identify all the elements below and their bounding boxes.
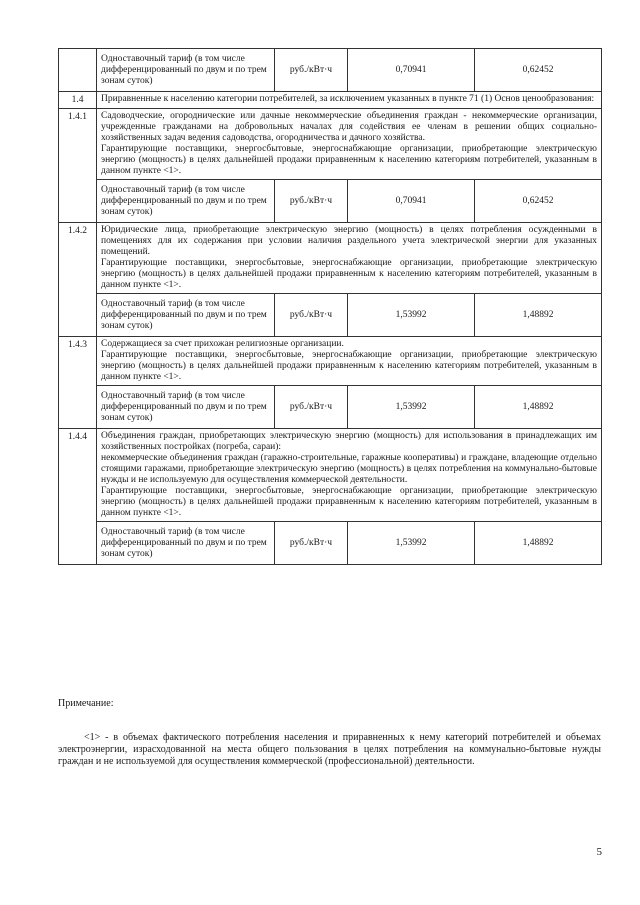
note-text: <1> - в объемах фактического потребления населения и приравненных к нему категорий потребителей и объемах электроэнергии, израсходованной на места общего пользования в целях потребления на коммунально-бытовые нужды граждан и не используемой для осуществления коммерческой (профессиональной) деятельности. (58, 732, 601, 767)
table-row (59, 386, 602, 429)
rate-label: Одноставочный тариф (в том числе дифференцированный по двум и по трем зонам суток) (97, 294, 275, 337)
rate-label: Одноставочный тариф (в том числе дифференцированный по двум и по трем зонам суток) (97, 386, 275, 429)
value-cell: 1,53992 (348, 386, 475, 429)
unit-cell: руб./кВт·ч (275, 49, 348, 92)
value-cell: 1,48892 (475, 294, 602, 337)
paragraph: Содержащиеся за счет прихожан религиозные организации. (101, 339, 344, 349)
tariff-table (58, 48, 602, 565)
table-row (59, 522, 602, 565)
section-number: 1.4.2 (59, 223, 97, 337)
paragraph: некоммерческие объединения граждан (гаражно-строительные, гаражные кооперативы) и граждане, владеющие отдельно стоящими гаражами, приобретающие электрическую энергию (мощность) в целях потребления на коммунально-бытовые нужды и не используемую для осуществления коммерческой деятельности. (101, 453, 597, 485)
section-description (97, 223, 602, 294)
rate-label: Одноставочный тариф (в том числе дифференцированный по двум и по трем зонам суток) (97, 49, 275, 92)
section-description (97, 337, 602, 386)
section-text: Приравненные к населению категории потребителей, за исключением указанных в пункте 71 (1) Основ ценообразования: (97, 92, 602, 109)
table-row (59, 49, 602, 92)
section-number: 1.4 (59, 92, 97, 109)
value-cell: 0,70941 (348, 180, 475, 223)
value-cell: 1,48892 (475, 522, 602, 565)
unit-cell: руб./кВт·ч (275, 522, 348, 565)
unit-cell: руб./кВт·ч (275, 180, 348, 223)
paragraph: Объединения граждан, приобретающих электрическую энергию (мощность) для использования в принадлежащих им хозяйственных постройках (погреба, сараи): (101, 431, 597, 452)
rate-label: Одноставочный тариф (в том числе дифференцированный по двум и по трем зонам суток) (97, 522, 275, 565)
section-number: 1.4.1 (59, 109, 97, 223)
paragraph: Гарантирующие поставщики, энергосбытовые, энергоснабжающие организации, приобретающие электрическую энергию (мощность) в целях дальнейшей продажи приравненным к населению категориям потребителей, указанным в данном пункте <1>. (101, 350, 597, 382)
footnote-section (58, 698, 601, 768)
table-row (59, 92, 602, 109)
value-cell: 1,48892 (475, 386, 602, 429)
unit-cell: руб./кВт·ч (275, 386, 348, 429)
value-cell: 0,70941 (348, 49, 475, 92)
section-number: 1.4.3 (59, 337, 97, 429)
paragraph: Юридические лица, приобретающие электрическую энергию (мощность) в целях потребления осужденными в помещениях для их содержания при условии наличия раздельного учета электрической энергии для указанных помещений. (101, 225, 597, 257)
table-row (59, 429, 602, 522)
section-number: 1.4.4 (59, 429, 97, 565)
num-cell (59, 49, 97, 92)
value-cell: 0,62452 (475, 49, 602, 92)
note-title: Примечание: (58, 698, 114, 709)
table-row (59, 180, 602, 223)
page-number: 5 (596, 846, 602, 858)
value-cell: 1,53992 (348, 294, 475, 337)
paragraph: Гарантирующие поставщики, энергосбытовые, энергоснабжающие организации, приобретающие электрическую энергию (мощность) в целях дальнейшей продажи приравненным к населению категориям потребителей, указанным в данном пункте <1>. (101, 486, 597, 518)
rate-label: Одноставочный тариф (в том числе дифференцированный по двум и по трем зонам суток) (97, 180, 275, 223)
table-row (59, 223, 602, 294)
paragraph: Садоводческие, огороднические или дачные некоммерческие объединения граждан - некоммерческие организации, учрежденные гражданами на добровольных началах для содействия ее членам в решении общих социально-хозяйственных задач ведения садоводства, огородничества и дачного хозяйства. (101, 111, 597, 143)
section-description (97, 429, 602, 522)
value-cell: 1,53992 (348, 522, 475, 565)
value-cell: 0,62452 (475, 180, 602, 223)
section-description (97, 109, 602, 180)
table-row (59, 109, 602, 180)
table-row (59, 294, 602, 337)
table-row (59, 337, 602, 386)
unit-cell: руб./кВт·ч (275, 294, 348, 337)
paragraph: Гарантирующие поставщики, энергосбытовые, энергоснабжающие организации, приобретающие электрическую энергию (мощность) в целях дальнейшей продажи приравненным к населению категориям потребителей, указанным в данном пункте <1>. (101, 258, 597, 290)
paragraph: Гарантирующие поставщики, энергосбытовые, энергоснабжающие организации, приобретающие электрическую энергию (мощность) в целях дальнейшей продажи приравненным к населению категориям потребителей, указанным в данном пункте <1>. (101, 144, 597, 176)
